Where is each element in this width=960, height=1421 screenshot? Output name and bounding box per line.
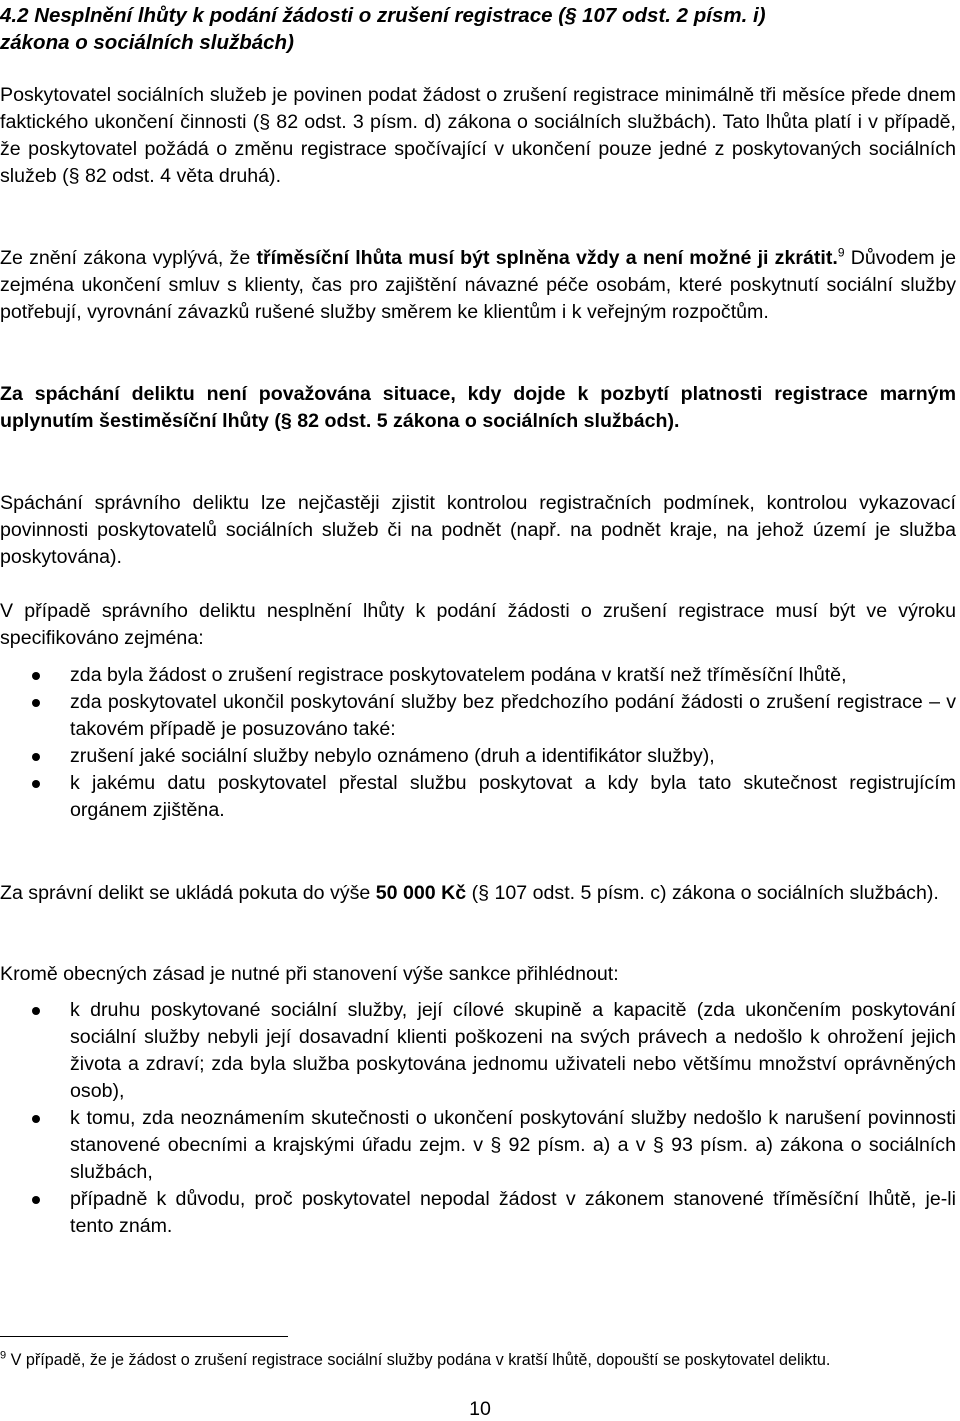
paragraph-verdict-specification: V případě správního deliktu nesplnění lhůty k podání žádosti o zrušení registrace musí být ve výroku specifikováno zejména:	[0, 600, 956, 649]
list-item: zda poskytovatel ukončil poskytování služby bez předchozího podání žádosti o zrušení registrace – v takovém případě je posuzováno také:	[0, 689, 956, 743]
paragraph-deadline-obligation: Poskytovatel sociálních služeb je povinen podat žádost o zrušení registrace minimálně tři měsíce přede dnem faktického ukončení činnosti (§ 82 odst. 3 písm. d) zákona o sociálních službách). Tato lhůta platí i v případě, že poskytovatel požádá o změnu registrace spočívající v ukončení pouze jedné z poskytovaných sociálních služeb (§ 82 odst. 4 věta druhá).	[0, 84, 956, 187]
verdict-specification-list	[0, 662, 956, 824]
list-item: případně k důvodu, proč poskytovatel nepodal žádost v zákonem stanovené tříměsíční lhůtě, je-li tento znám.	[0, 1186, 956, 1240]
bullet-icon	[32, 1007, 40, 1015]
bullet-icon	[32, 672, 40, 680]
footnote-reference: 9	[837, 245, 845, 260]
page-number: 10	[469, 1398, 491, 1420]
paragraph-deadline-pre: Ze znění zákona vyplývá, že	[0, 247, 257, 269]
paragraph-detection: Spáchání správního deliktu lze nejčastěji zjistit kontrolou registračních podmínek, kontrolou vykazovací povinnosti poskytovatelů sociálních služeb či na podnět (např. na podnět kraje, na jehož území je služba poskytována).	[0, 492, 956, 568]
paragraph-fine-post: (§ 107 odst. 5 písm. c) zákona o sociálních službách).	[466, 882, 939, 904]
list-item: zrušení jaké sociální služby nebylo oznámeno (druh a identifikátor služby),	[0, 743, 956, 770]
sanction-factors-list	[0, 997, 956, 1240]
list-item: zda byla žádost o zrušení registrace poskytovatelem podána v kratší než tříměsíční lhůtě,	[0, 662, 956, 689]
section-heading	[0, 2, 956, 56]
footnote-text: V případě, že je žádost o zrušení registrace sociální služby podána v kratší lhůtě, dopouští se poskytovatel deliktu.	[6, 1351, 831, 1369]
bullet-icon	[32, 699, 40, 707]
bullet-icon	[32, 780, 40, 788]
fine-amount: 50 000 Kč	[375, 882, 467, 904]
paragraph-sanction-principles: Kromě obecných zásad je nutné při stanovení výše sankce přihlédnout:	[0, 963, 619, 985]
bullet-icon	[32, 753, 40, 761]
footnote	[0, 1349, 956, 1371]
footnote-mark: 9	[0, 1349, 7, 1362]
list-item: k tomu, zda neoznámením skutečnosti o ukončení poskytování služby nedošlo k narušení povinnosti stanovené obecními a krajskými úřadu zejm. v § 92 písm. a) a v § 93 písm. a) zákona o sociálních službách,	[0, 1105, 956, 1186]
section-heading-line-1: 4.2 Nesplnění lhůty k podání žádosti o zrušení registrace (§ 107 odst. 2 písm. i)	[0, 4, 766, 27]
section-heading-line-2: zákona o sociálních službách)	[0, 31, 294, 54]
paragraph-deadline-must-be-met	[0, 245, 956, 326]
paragraph-deadline-post: Důvodem je zejména ukončení smluv s klienty, čas pro zajištění návazné péče osobám, které poskytnutí sociální služby potřebují, vyrovnání závazků rušené služby směrem ke klientům i k veřejným rozpočtům.	[0, 247, 957, 323]
list-item: k druhu poskytované sociální služby, její cílové skupině a kapacitě (zda ukončením poskytování sociální služby nebyli její dosavadní klienti poškozeni na svých právech a nedošlo k ohrožení jejich života a zdraví; zda byla služba poskytována jednomu uživateli nebo většímu množství oprávněných osob),	[0, 997, 956, 1105]
paragraph-deadline-bold: tříměsíční lhůta musí být splněna vždy a není možné ji zkrátit.	[256, 247, 838, 269]
footnote-separator	[0, 1336, 288, 1337]
paragraph-not-an-offence: Za spáchání deliktu není považována situace, kdy dojde k pozbytí platnosti registrace marným uplynutím šestiměsíční lhůty (§ 82 odst. 5 zákona o sociálních službách).	[0, 383, 956, 432]
bullet-icon	[32, 1115, 40, 1123]
list-item: k jakému datu poskytovatel přestal službu poskytovat a kdy byla tato skutečnost registrujícím orgánem zjištěna.	[0, 770, 956, 824]
paragraph-fine-pre: Za správní delikt se ukládá pokuta do výše	[0, 882, 376, 904]
paragraph-fine	[0, 880, 956, 907]
bullet-icon	[32, 1196, 40, 1204]
